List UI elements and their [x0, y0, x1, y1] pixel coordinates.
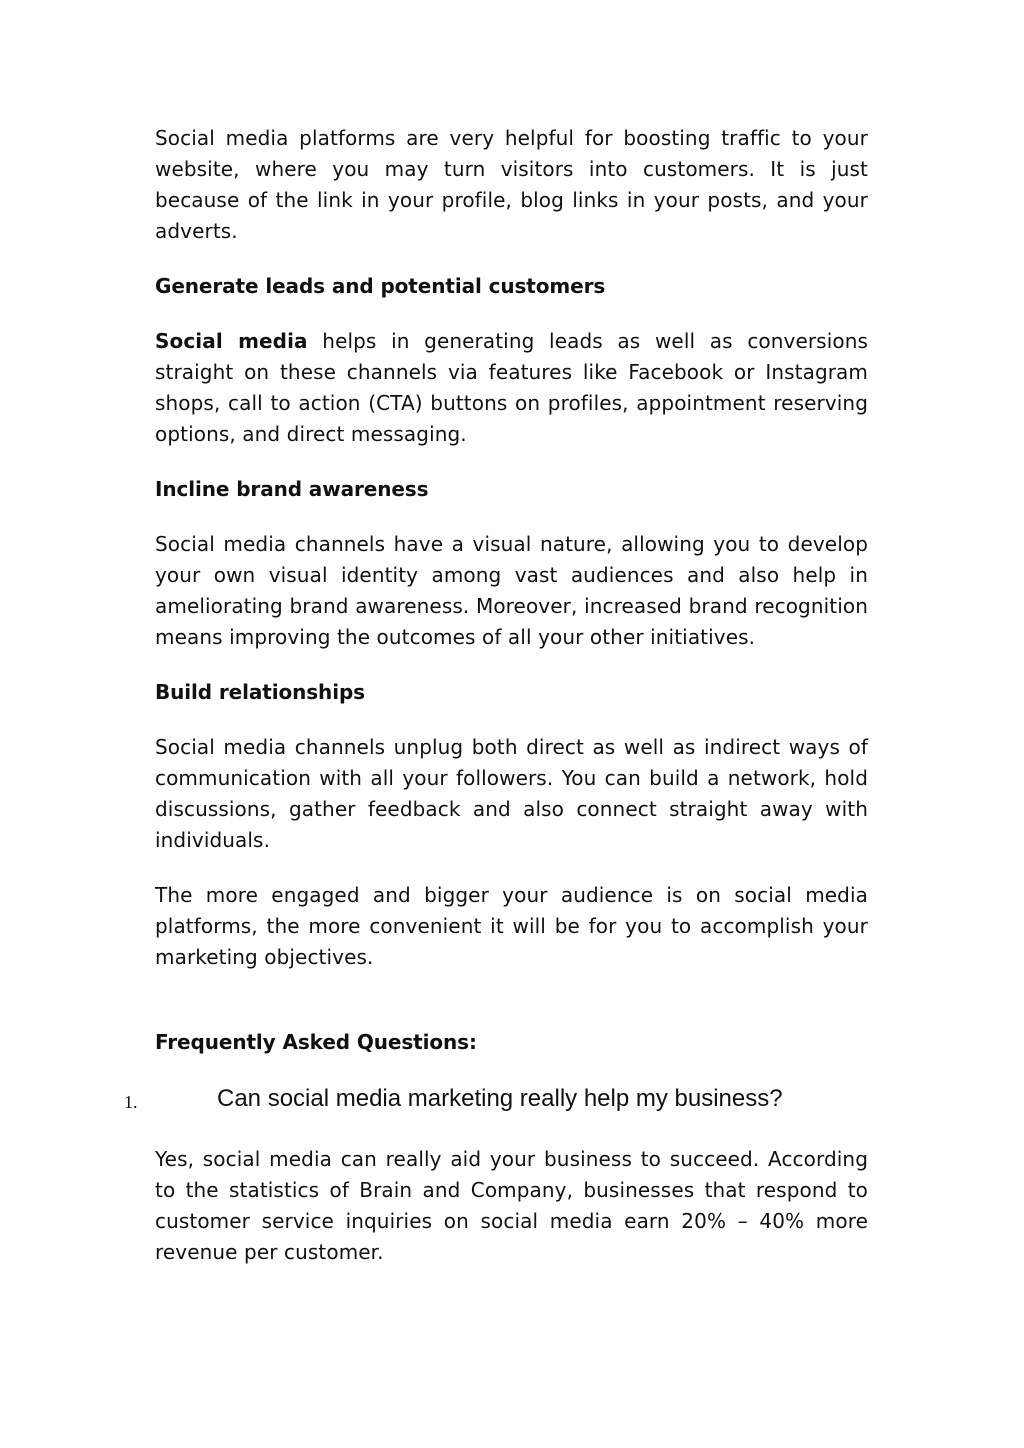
document-content — [124, 123, 868, 1292]
relationships-paragraph: Social media channels unplug both direct as well as indirect ways of communication with all your followers. You can build a network, hold discussions, gather feedback and also connect straight away with individuals. — [155, 735, 868, 852]
leads-paragraph-text: helps in generating leads as well as conversions straight on these channels via features like Facebook or Instagram shops, call to action (CTA) buttons on profiles, appointment reserving options, and direct messaging. — [155, 329, 868, 446]
intro-paragraph: Social media platforms are very helpful for boosting traffic to your website, where you may turn visitors into customers. It is just because of the link in your profile, blog links in your posts, and your adverts. — [155, 126, 868, 243]
faq-answer-1: Yes, social media can really aid your business to succeed. According to the statistics of Brain and Company, businesses that respond to customer service inquiries on social media earn 20% – 40% more revenue per customer. — [155, 1147, 868, 1264]
audience-paragraph: The more engaged and bigger your audience is on social media platforms, the more convenient it will be for you to accomplish your marketing objectives. — [155, 883, 868, 969]
heading-build-relationships: Build relationships — [155, 680, 365, 704]
faq-question-text: Can social media marketing really help my business? — [217, 1085, 783, 1112]
heading-generate-leads: Generate leads and potential customers — [155, 274, 606, 298]
faq-question-number: 1. — [124, 1092, 138, 1112]
faq-heading: Frequently Asked Questions: — [155, 1030, 477, 1054]
heading-brand-awareness: Incline brand awareness — [155, 477, 429, 501]
faq-question-1 — [124, 1082, 868, 1120]
leads-bold-lead: Social media — [155, 329, 308, 353]
leads-paragraph — [155, 326, 868, 450]
brand-paragraph: Social media channels have a visual nature, allowing you to develop your own visual identity among vast audiences and also help in ameliorating brand awareness. Moreover, increased brand recognition means improving the outcomes of all your other initiatives. — [155, 532, 868, 649]
